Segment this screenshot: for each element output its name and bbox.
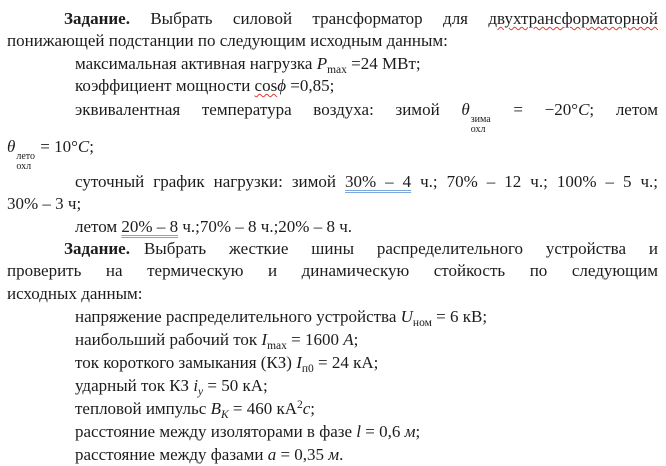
math-run: C <box>77 137 90 157</box>
math-run: P <box>316 53 328 73</box>
text-run: = 24 кА; <box>313 352 379 372</box>
text-run: ; <box>415 421 421 441</box>
spellcheck-flagged-text: двухтрансформаторной <box>488 9 658 28</box>
math-run: B <box>210 398 221 418</box>
grammar-flagged-text: 30% – 4 <box>344 172 412 192</box>
text-run: летом <box>75 216 122 236</box>
math-run: ном <box>412 316 432 329</box>
math-run: 2 <box>297 398 303 411</box>
text-run: ударный ток КЗ <box>75 375 194 395</box>
math-run: I <box>296 352 302 372</box>
text-run: максимальная активная нагрузка <box>75 53 317 73</box>
text-run: ; <box>353 329 359 349</box>
math-run: U <box>400 306 413 326</box>
text-run: = −20° <box>491 100 579 120</box>
math-run: А <box>343 329 354 349</box>
math-run: ϕ <box>277 75 287 95</box>
text-run: Выбрать жесткие шины распределительного устройства и <box>143 239 658 259</box>
math-run: i <box>193 375 199 395</box>
text-run: =0,85; <box>286 75 335 95</box>
math-run: θ <box>461 100 470 120</box>
math-run: max <box>267 339 287 352</box>
text-run: ток короткого замыкания (КЗ) <box>75 352 297 372</box>
text-run: расстояние между фазами <box>75 444 268 464</box>
math-run: K <box>220 408 229 421</box>
text-line <box>7 443 658 466</box>
math-run: l <box>356 421 362 441</box>
text-line <box>7 75 658 97</box>
math-run: м <box>404 421 416 441</box>
math-run: a <box>267 444 277 464</box>
math-run: max <box>327 63 347 76</box>
text-line <box>7 171 658 193</box>
text-block <box>7 8 658 466</box>
text-run: Задание. <box>64 9 130 28</box>
text-run: тепловой импульс <box>75 398 211 418</box>
text-line <box>7 238 658 260</box>
text-run: ч.;70% – 8 ч.;20% – 8 ч. <box>178 216 353 236</box>
text-run: коэффициент мощности <box>75 75 255 95</box>
text-line <box>7 216 658 238</box>
text-run: эквивалентная температура воздуха: зимой <box>75 100 462 120</box>
text-run: = 1600 <box>286 329 344 349</box>
text-line <box>7 134 658 171</box>
text-line <box>7 260 658 282</box>
math-subsup-stack: зима охл <box>470 114 491 135</box>
text-run: = 10° <box>36 137 78 157</box>
math-run: C <box>578 100 590 120</box>
text-line <box>7 305 658 328</box>
text-run: проверить на термическую и динамическую стойкость по следующим <box>7 261 658 281</box>
text-run: = 460 кА <box>228 398 297 418</box>
spellcheck-flagged-text: cos <box>254 75 278 95</box>
text-run: понижающей подстанции по следующим исходным данным: <box>7 31 448 51</box>
math-run: м <box>328 444 340 464</box>
math-subsup-stack: лето охл <box>16 151 36 172</box>
text-run: ; летом <box>589 100 658 120</box>
text-run: расстояние между изоляторами в фазе <box>75 421 357 441</box>
text-line <box>7 193 658 215</box>
text-line <box>7 374 658 397</box>
text-run: = 50 кА; <box>203 375 268 395</box>
text-run: = 0,6 <box>361 421 405 441</box>
text-run: 30% – 3 ч; <box>7 194 82 214</box>
text-line <box>7 351 658 374</box>
text-line <box>7 53 658 75</box>
text-line <box>7 8 658 30</box>
text-line <box>7 420 658 443</box>
math-run: θ <box>7 137 16 157</box>
text-run: исходных данным: <box>7 283 143 303</box>
text-run: ; <box>310 398 316 418</box>
text-run: = 6 кВ; <box>431 306 488 326</box>
math-run: I <box>261 329 268 349</box>
text-run: . <box>339 444 344 464</box>
grammar-flagged-text: 20% – 8 <box>121 216 179 236</box>
text-run: напряжение распределительного устройства <box>75 306 401 326</box>
text-line <box>7 283 658 305</box>
text-run: Выбрать силовой трансформатор для <box>129 9 489 28</box>
text-line <box>7 97 658 134</box>
math-run: с <box>302 398 311 418</box>
text-run: = 0,35 <box>276 444 329 464</box>
text-run: наибольший рабочий ток <box>75 329 262 349</box>
text-run: ; <box>89 137 94 157</box>
text-line <box>7 397 658 420</box>
text-line <box>7 328 658 351</box>
text-run: Задание. <box>64 239 130 259</box>
math-run: у <box>198 385 204 398</box>
text-run: =24 МВт; <box>346 53 421 73</box>
math-run: п0 <box>301 362 314 375</box>
text-line <box>7 30 658 52</box>
text-run: суточный график нагрузки: зимой <box>75 172 345 192</box>
text-run: ч.; 70% – 12 ч.; 100% – 5 ч.; <box>411 172 658 192</box>
